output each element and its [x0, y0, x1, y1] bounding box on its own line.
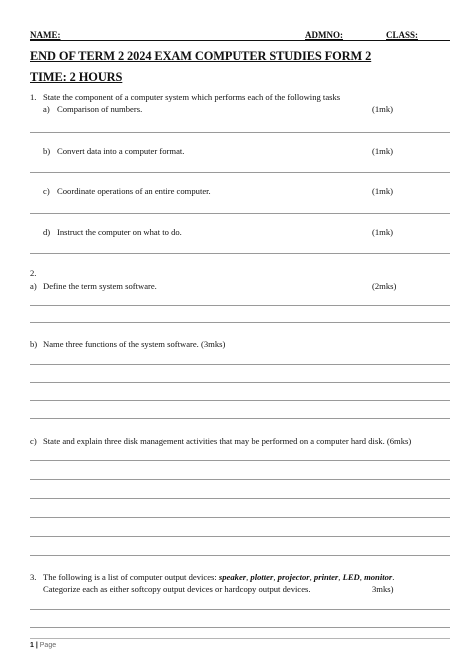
page-word: Page — [39, 642, 57, 649]
q1c-marks: (1mk) — [372, 186, 394, 196]
name-label: NAME: — [30, 30, 61, 40]
header-underline — [30, 40, 450, 41]
answer-line[interactable] — [30, 555, 450, 556]
device-led: LED — [342, 572, 360, 582]
q1b-letter: b) — [43, 146, 51, 156]
q2c-letter: c) — [30, 436, 37, 446]
q2a-marks: (2mks) — [372, 281, 397, 291]
answer-line[interactable] — [30, 172, 450, 173]
device-speaker: speaker — [218, 572, 247, 582]
answer-line[interactable] — [30, 322, 450, 323]
q3-number: 3. — [30, 572, 37, 582]
q1c-letter: c) — [43, 186, 50, 196]
answer-line[interactable] — [30, 364, 450, 365]
q1d-text: Instruct the computer on what to do. — [57, 227, 182, 237]
q1a-text: Comparison of numbers. — [57, 104, 143, 114]
answer-line[interactable] — [30, 609, 450, 610]
answer-line[interactable] — [30, 382, 450, 383]
answer-line[interactable] — [30, 479, 450, 480]
answer-line[interactable] — [30, 498, 450, 499]
answer-line[interactable] — [30, 132, 450, 133]
q3-intro: The following is a list of computer output devices: — [43, 572, 219, 582]
answer-line[interactable] — [30, 517, 450, 518]
answer-line[interactable] — [30, 536, 450, 537]
answer-line[interactable] — [30, 213, 450, 214]
answer-line[interactable] — [30, 253, 450, 254]
device-projector: projector — [277, 572, 310, 582]
q1b-marks: (1mk) — [372, 146, 394, 156]
q1d-letter: d) — [43, 227, 51, 237]
answer-line[interactable] — [30, 305, 450, 306]
answer-line[interactable] — [30, 627, 450, 628]
q2b-letter: b) — [30, 339, 38, 349]
q2b-text: Name three functions of the system software. (3mks) — [43, 339, 226, 349]
answer-line[interactable] — [30, 418, 450, 419]
admno-label: ADMNO: — [305, 30, 343, 40]
exam-title: END OF TERM 2 2024 EXAM COMPUTER STUDIES FORM 2 — [30, 49, 372, 63]
device-monitor: monitor — [364, 572, 393, 582]
time-label: TIME: 2 HOURS — [30, 70, 123, 84]
device-plotter: plotter — [250, 572, 274, 582]
page-footer — [30, 642, 56, 649]
q1a-letter: a) — [43, 104, 50, 114]
answer-line[interactable] — [30, 460, 450, 461]
page-number: 1 — [30, 642, 34, 649]
q2-number: 2. — [30, 268, 37, 278]
q2a-letter: a) — [30, 281, 37, 291]
q2c-text: State and explain three disk management activities that may be performed on a computer hard disk. (6mks) — [43, 436, 412, 446]
q1c-text: Coordinate operations of an entire computer. — [57, 186, 211, 196]
q1-stem: State the component of a computer system which performs each of the following tasks — [43, 92, 341, 102]
q1b-text: Convert data into a computer format. — [57, 146, 185, 156]
q1d-marks: (1mk) — [372, 227, 394, 237]
device-printer: printer — [313, 572, 339, 582]
q3-marks: 3mks) — [372, 584, 394, 594]
q1a-marks: (1mk) — [372, 104, 394, 114]
q3-line2: Categorize each as either softcopy output devices or hardcopy output devices. — [43, 584, 311, 594]
class-label: CLASS: — [386, 30, 419, 40]
answer-line[interactable] — [30, 400, 450, 401]
footer-separator: | — [33, 642, 40, 649]
q1-number: 1. — [30, 92, 37, 102]
footer-rule — [30, 638, 450, 639]
q2a-text: Define the term system software. — [43, 281, 157, 291]
q3-device-list: The following is a list of computer output devices: speaker, plotter, projector, printer, LED, monitor. — [43, 572, 395, 582]
